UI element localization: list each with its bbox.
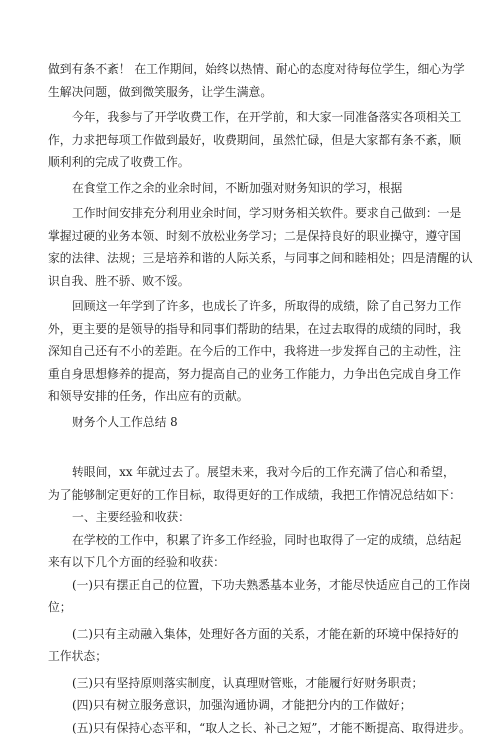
text-line: 和领导安排的任务，作出应有的贡献。 [48,385,452,408]
paragraph-1 [48,58,452,103]
text-line: 回顾这一年学到了许多，也成长了许多，所取得的成绩，除了自己努力工作 [48,295,452,318]
section-title [48,411,452,434]
paragraph-5 [48,295,452,408]
paragraph-2 [48,106,452,174]
text-line: 工作时间安排充分利用业余时间，学习财务相关软件。要求自己做到：一是 [48,202,452,225]
paragraph-3 [48,177,452,200]
text-line: 顺利利的完成了收费工作。 [48,151,452,174]
heading-1-text: 一、主要经验和收获： [48,506,452,529]
list-item-1 [48,574,452,619]
text-line: (二)只有主动融入集体，处理好各方面的关系，才能在新的环境中保持好的 [48,623,452,646]
text-line: 识自我、胜不骄、败不馁。 [48,270,452,293]
paragraph-4 [48,202,452,292]
text-line: 掌握过硬的业务本领、时刻不放松业务学习；二是保持良好的职业操守，遵守国 [48,225,452,248]
text-line: 来有以下几个方面的经验和收获： [48,551,452,574]
text-line: 深知自己还有不小的差距。在今后的工作中，我将进一步发挥自己的主动性，注 [48,340,452,363]
paragraph-7 [48,529,452,574]
text-line: (一)只有摆正自己的位置，下功夫熟悉基本业务，才能尽快适应自己的工作岗 [48,574,452,597]
text-line: 今年，我参与了开学收费工作，在开学前，和大家一同准备落实各项相关工 [48,106,452,129]
text-line: 做到有条不紊！ 在工作期间，始终以热情、耐心的态度对待每位学生，细心为学 [48,58,452,81]
text-line: 外，更主要的是领导的指导和同事们帮助的结果，在过去取得的成绩的同时，我 [48,318,452,341]
text-line: (四)只有树立服务意识，加强沟通协调，才能把分内的工作做好； [48,694,452,717]
text-line: (五)只有保持心态平和，“取人之长、补己之短”，才能不断提高、取得进步。 [48,717,452,739]
heading-1 [48,506,452,529]
list-item-2 [48,623,452,668]
list-item-4 [48,694,452,717]
list-item-5 [48,717,452,739]
text-line: 在学校的工作中，积累了许多工作经验，同时也取得了一定的成绩，总结起 [48,529,452,552]
paragraph-6 [48,461,452,506]
text-line: 位； [48,596,452,619]
text-line: 为了能够制定更好的工作目标，取得更好的工作成绩，我把工作情况总结如下： [48,484,452,507]
list-item-3 [48,672,452,695]
text-line: 重自身思想修养的提高，努力提高自己的业务工作能力，力争出色完成自身工作 [48,363,452,386]
text-line: (三)只有坚持原则落实制度，认真理财管账，才能履行好财务职责； [48,672,452,695]
text-line: 在食堂工作之余的业余时间，不断加强对财务知识的学习，根据 [48,177,452,200]
text-line: 生解决问题，做到微笑服务，让学生满意。 [48,81,452,104]
text-line: 工作状态； [48,645,452,668]
document-page [48,58,452,739]
section-title-text: 财务个人工作总结 8 [48,411,452,434]
text-line: 转眼间，xx 年就过去了。展望未来，我对今后的工作充满了信心和希望， [48,461,452,484]
text-line: 作，力求把每项工作做到最好，收费期间，虽然忙碌，但是大家都有条不紊，顺 [48,129,452,152]
text-line: 家的法律、法规；三是培养和谐的人际关系，与同事之间和睦相处；四是清醒的认 [48,247,452,270]
